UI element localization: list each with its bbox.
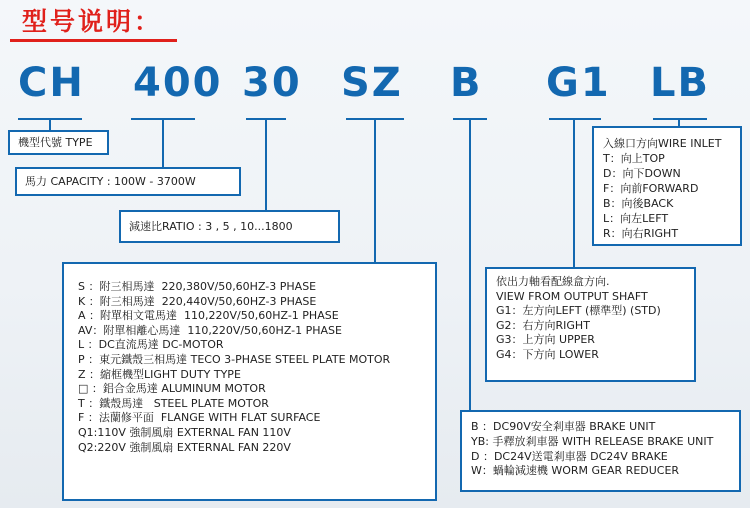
- view-option: G4：下方向 LOWER: [496, 347, 599, 361]
- motor-options-box: [62, 262, 437, 501]
- wire-option: F：向前FORWARD: [603, 182, 699, 195]
- connector-30: [265, 118, 267, 210]
- capacity-label: 馬力 CAPACITY : 100W - 3700W: [25, 174, 196, 188]
- capacity-box: [15, 167, 241, 196]
- motor-option: P ：東元鐵殼三相馬達 TECO 3-PHASE STEEL PLATE MOTOR: [78, 352, 391, 366]
- view-direction-box: [485, 267, 696, 382]
- code-sz: SZ: [341, 60, 403, 106]
- connector-lb: [678, 118, 680, 126]
- title-underline: [10, 39, 177, 42]
- motor-option: K ：附三相馬達 220,440V/50,60HZ-3 PHASE: [78, 294, 317, 308]
- motor-option: L ：DC直流馬達 DC-MOTOR: [78, 338, 224, 352]
- bar-lb: [653, 118, 707, 120]
- wire-option: L：向左LEFT: [603, 212, 669, 225]
- motor-option: T ：鐵殼馬達 STEEL PLATE MOTOR: [78, 396, 269, 410]
- wire-option: T：向上TOP: [603, 152, 665, 165]
- connector-ch: [49, 118, 51, 130]
- connector-400: [162, 118, 164, 167]
- bar-g1: [549, 118, 601, 120]
- connector-b: [469, 118, 471, 410]
- ratio-label: 減速比RATIO : 3 , 5 , 10...1800: [129, 219, 293, 233]
- motor-option: Q1:110V 強制風扇 EXTERNAL FAN 110V: [78, 425, 291, 439]
- code-400: 400: [133, 60, 223, 106]
- motor-option: A ：附單相文電馬達 110,220V/50,60HZ-1 PHASE: [78, 309, 339, 323]
- wire-option: D：向下DOWN: [603, 167, 681, 180]
- wire-inlet-box: [592, 126, 742, 246]
- connector-sz: [374, 118, 376, 262]
- code-b: B: [450, 60, 483, 106]
- brake-option: YB: 手釋放剎車器 WITH RELEASE BRAKE UNIT: [471, 434, 714, 448]
- motor-option: Q2:220V 強制風扇 EXTERNAL FAN 220V: [78, 440, 291, 454]
- wire-option: 入線口方向WIRE INLET: [603, 137, 722, 150]
- motor-option: AV：附單相離心馬達 110,220V/50,60HZ-1 PHASE: [78, 323, 342, 337]
- brake-option: W：蝸輪減速機 WORM GEAR REDUCER: [471, 464, 680, 478]
- type-box: [8, 130, 109, 155]
- wire-option: R：向右RIGHT: [603, 227, 679, 240]
- motor-option: F ：法蘭修平面 FLANGE WITH FLAT SURFACE: [78, 411, 321, 425]
- code-30: 30: [242, 60, 302, 106]
- code-ch: CH: [18, 60, 85, 106]
- code-lb: LB: [650, 60, 710, 106]
- code-g1: G1: [546, 60, 611, 106]
- motor-option: S ：附三相馬達 220,380V/50,60HZ-3 PHASE: [78, 280, 317, 293]
- brake-option: B ：DC90V安全剎車器 BRAKE UNIT: [471, 420, 656, 433]
- view-option: G1：左方向LEFT (標準型) (STD): [496, 304, 661, 317]
- motor-option: □ ：鋁合金馬達 ALUMINUM MOTOR: [78, 382, 266, 396]
- wire-option: B：向後BACK: [603, 197, 674, 210]
- connector-g1: [573, 118, 575, 268]
- view-option: 依出力軸看配線盒方向.: [496, 275, 610, 288]
- page-title: 型号说明：: [22, 7, 163, 36]
- view-option: G2：右方向RIGHT: [496, 318, 590, 332]
- view-option: VIEW FROM OUTPUT SHAFT: [496, 289, 648, 303]
- brake-options-box: [460, 410, 741, 492]
- view-option: G3：上方向 UPPER: [496, 333, 595, 346]
- type-label: 機型代號 TYPE: [18, 135, 93, 149]
- motor-option: Z ：縮框機型LIGHT DUTY TYPE: [78, 367, 241, 381]
- brake-option: D ：DC24V送電剎車器 DC24V BRAKE: [471, 449, 668, 463]
- ratio-box: [119, 210, 340, 243]
